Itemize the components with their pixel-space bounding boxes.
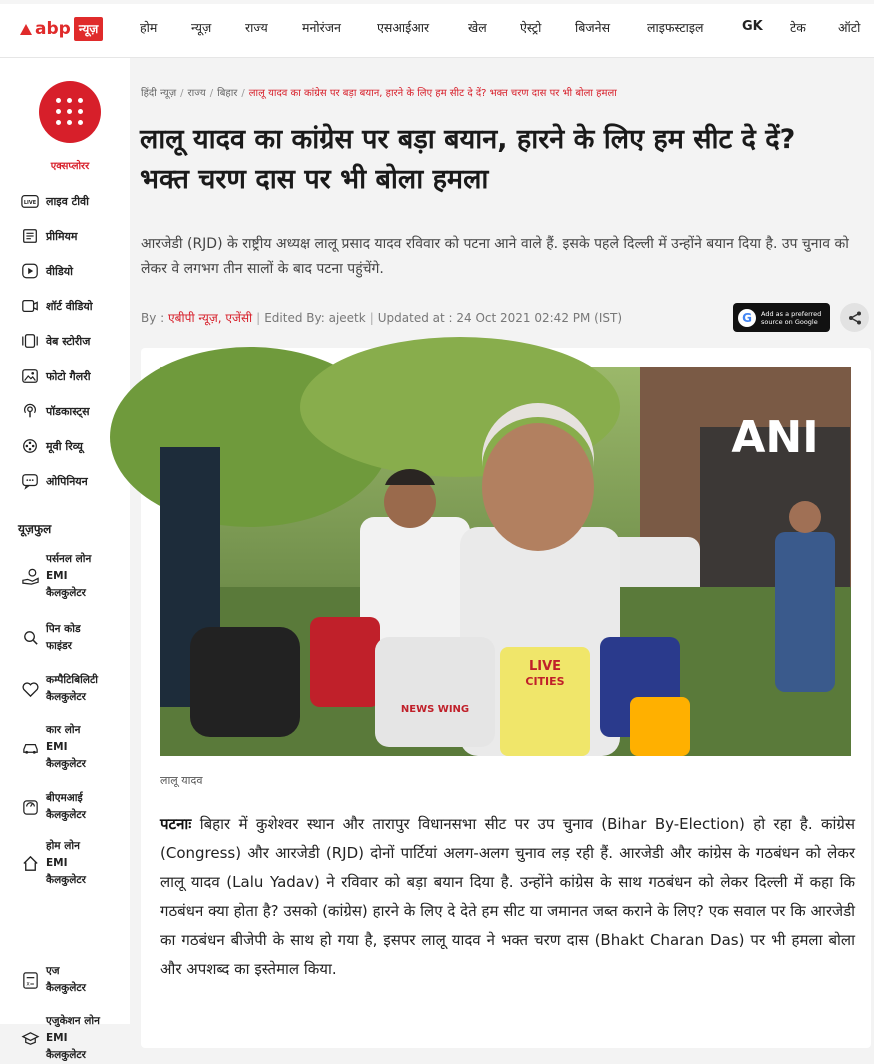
nav-item-gk[interactable]: GK (742, 19, 763, 34)
share-button[interactable] (840, 303, 869, 332)
nav-item-tech[interactable]: टेक (790, 20, 806, 35)
sidebar-item-label: पॉडकास्ट्स (46, 404, 90, 418)
calculator-icon (20, 970, 40, 990)
grid-dot-icon (56, 98, 61, 103)
calculator-age[interactable] (20, 963, 86, 997)
sidebar-item-opinion[interactable] (20, 472, 88, 490)
byline-separator: | (369, 311, 374, 325)
mic-label-live: LIVE (528, 659, 562, 674)
calc-label-line: EMI (46, 570, 68, 582)
car-icon (20, 738, 40, 758)
breadcrumb-separator: / (209, 88, 214, 99)
logo-news-text: न्यूज़ (74, 17, 103, 41)
calc-label-line: कैलकुलेटर (46, 1049, 86, 1061)
useful-section-title: यूज़फुल (18, 522, 52, 536)
calc-label-line: EMI (46, 1032, 68, 1044)
breadcrumb-separator: / (180, 88, 184, 99)
sidebar-item-label: लाइव टीवी (46, 194, 90, 208)
google-badge-line1: Add as a preferred (761, 309, 822, 318)
explore-menu-button[interactable] (39, 81, 101, 143)
svg-text:LIVE: LIVE (23, 200, 37, 207)
google-preferred-source-button[interactable] (733, 303, 830, 332)
svg-text:x=: x= (25, 980, 35, 987)
calc-label-line: पिन कोड (46, 623, 81, 635)
grid-dot-icon (67, 109, 72, 114)
sidebar-item-live-tv[interactable] (20, 192, 89, 210)
sidebar-item-label: प्रीमियम (46, 229, 78, 243)
nav-item-sir[interactable]: एसआईआर (377, 20, 430, 35)
calculator-compatibility[interactable] (20, 672, 98, 706)
sidebar-item-podcasts[interactable] (20, 402, 90, 420)
calculator-bmi[interactable] (20, 790, 86, 824)
sidebar-item-label: शॉर्ट वीडियो (46, 299, 93, 313)
article-body (160, 810, 855, 984)
calc-label-line: कैलकुलेटर (46, 758, 86, 770)
grid-dot-icon (78, 98, 83, 103)
grid-dot-icon (67, 120, 72, 125)
sidebar-item-short-video[interactable] (20, 297, 93, 315)
calc-label-line: कार लोन (46, 724, 81, 736)
pin-search-icon (20, 628, 40, 648)
calc-label-line: कम्पैटिबिलिटी (46, 674, 98, 686)
education-icon (20, 1029, 40, 1049)
article-byline (141, 309, 622, 326)
byline-agency-link[interactable]: एबीपी न्यूज़, एजेंसी (168, 311, 253, 325)
calc-label-line: एजुकेशन लोन (46, 1015, 100, 1027)
top-nav (0, 0, 874, 58)
calculator-home-loan[interactable] (20, 838, 86, 889)
explore-label: एक्सप्लोरर (50, 161, 90, 172)
play-icon (20, 262, 40, 280)
breadcrumb-separator: / (241, 88, 245, 99)
calc-label-line: पर्सनल लोन (46, 553, 92, 565)
calc-label-line: कैलकुलेटर (46, 874, 86, 886)
breadcrumb-link-bihar[interactable]: बिहार (217, 88, 238, 99)
nav-item-home[interactable]: होम (140, 20, 158, 35)
breadcrumb-link-hindi-news[interactable]: हिंदी न्यूज़ (141, 88, 177, 99)
calc-label-line: EMI (46, 857, 68, 869)
nav-item-state[interactable]: राज्य (245, 20, 268, 35)
calc-label-line: फाइंडर (46, 640, 72, 652)
mic-label-cities: CITIES (525, 675, 565, 688)
podcast-icon (20, 402, 40, 420)
nav-item-sports[interactable]: खेल (468, 20, 487, 35)
article-summary: आरजेडी (RJD) के राष्ट्रीय अध्यक्ष लालू प्रसाद यादव रविवार को पटना आने वाले हैं. इसके पहले दिल्ली में उन्होंने बयान दिया है. उप चुनाव को लेकर वे लगभग तीन सालों के बाद पटना पहुंचेंगे. (141, 236, 849, 277)
nav-item-business[interactable]: बिजनेस (575, 20, 611, 35)
byline-edited-by: Edited By: ajeetk (264, 311, 366, 325)
google-g-icon: G (738, 309, 756, 327)
share-icon (848, 311, 862, 325)
sidebar-item-label: वेब स्टोरीज (46, 334, 91, 348)
breadcrumb-current: लालू यादव का कांग्रेस पर बड़ा बयान, हारने के लिए हम सीट दे दें? भक्त चरण दास पर भी बोला हमला (248, 88, 617, 99)
ani-watermark: ANI (731, 412, 819, 463)
stories-icon (20, 332, 40, 350)
chat-bubble-icon (20, 472, 40, 490)
nav-item-lifestyle[interactable]: लाइफस्टाइल (647, 20, 704, 35)
grid-dot-icon (67, 98, 72, 103)
article-hero-image (160, 367, 851, 756)
article-body-text: बिहार में कुशेश्वर स्थान और तारापुर विधानसभा सीट पर उप चुनाव (Bihar By-Election) हो रहा है. कांग्रेस (Congress) और आरजेडी (RJD) दोनों पार्टियां अलग-अलग चुनाव लड़ रही हैं. आरजेडी और कांग्रेस के गठबंधन को लेकर लालू यादव (Lalu Yadav) ने रविवार को बड़ा बयान दिया है. उन्होंने कांग्रेस के साथ गठबंधन को लेकर दिल्ली में कहा कि गठबंधन क्या होता है? उसको (कांग्रेस) हारने के लिए दे देते हम सीट या जमानत जब्त कराने के लिए? एक सवाल पर कि आरजेडी का गठबंधन बीजेपी के साथ हो गया है, इसपर लालू यादव ने भक्त चरण दास (Bhakt Charan Das) पर भी हमला बोला और अपशब्द का इस्तेमाल किया. (160, 815, 855, 978)
byline-updated: Updated at : 24 Oct 2021 02:42 PM (IST) (377, 311, 623, 325)
calculator-personal-loan[interactable] (20, 551, 91, 602)
google-badge-line2: source on Google (761, 317, 818, 326)
hero-image-illustration (160, 367, 851, 756)
calc-label-line: कैलकुलेटर (46, 587, 86, 599)
calc-label-line: कैलकुलेटर (46, 691, 86, 703)
calc-label-line: EMI (46, 741, 68, 753)
sidebar-item-label: मूवी रिव्यू (46, 439, 83, 453)
calc-label-line: एज (46, 965, 60, 977)
live-tv-icon (20, 192, 40, 210)
top-strip (0, 0, 874, 4)
left-sidebar (0, 58, 130, 1061)
short-video-icon (20, 297, 40, 315)
bmi-scale-icon (20, 797, 40, 817)
calc-label-line: बीएमआई (46, 792, 83, 804)
breadcrumb (141, 85, 617, 99)
nav-item-entertainment[interactable]: मनोरंजन (302, 20, 341, 35)
sidebar-item-photo-gallery[interactable] (20, 367, 91, 385)
calculator-pin-code[interactable] (20, 621, 81, 655)
home-icon (20, 854, 40, 874)
photo-gallery-icon (20, 367, 40, 385)
grid-dot-icon (56, 120, 61, 125)
sidebar-item-label: ओपिनियन (46, 474, 88, 488)
loan-hand-icon (20, 567, 40, 587)
newspaper-icon (20, 227, 40, 245)
sidebar-item-label: वीडियो (46, 264, 73, 278)
mic-label-news-wing: NEWS WING (400, 704, 470, 715)
byline-prefix: By : (141, 311, 165, 325)
nav-item-astro[interactable]: ऐस्ट्रो (520, 20, 542, 35)
article-dateline: पटनाः (160, 815, 192, 833)
sidebar-item-web-stories[interactable] (20, 332, 90, 350)
nav-item-auto[interactable]: ऑटो (838, 20, 861, 35)
logo-abp-text: abp (35, 19, 71, 39)
film-reel-icon (20, 437, 40, 455)
calc-label-line: कैलकुलेटर (46, 982, 86, 994)
breadcrumb-link-state[interactable]: राज्य (187, 88, 206, 99)
grid-dot-icon (78, 109, 83, 114)
calc-label-line: कैलकुलेटर (46, 809, 86, 821)
grid-dot-icon (78, 120, 83, 125)
nav-item-news[interactable]: न्यूज़ (191, 20, 212, 35)
calculator-car-loan[interactable] (20, 722, 86, 773)
calculator-education-loan[interactable] (20, 1013, 100, 1064)
grid-dot-icon (56, 109, 61, 114)
sidebar-item-premium[interactable] (20, 227, 78, 245)
calc-label-line: होम लोन (46, 840, 80, 852)
abp-news-logo[interactable] (20, 17, 103, 41)
article-headline: लालू यादव का कांग्रेस पर बड़ा बयान, हारने के लिए हम सीट दे दें? भक्त चरण दास पर भी बोला हमला (140, 124, 796, 195)
logo-triangle-icon (20, 24, 32, 35)
sidebar-item-label: फोटो गैलरी (46, 369, 91, 383)
sidebar-item-movie-review[interactable] (20, 437, 83, 455)
sidebar-item-video[interactable] (20, 262, 73, 280)
byline-separator: | (256, 311, 261, 325)
heart-icon (20, 679, 40, 699)
image-caption: लालू यादव (160, 774, 203, 787)
